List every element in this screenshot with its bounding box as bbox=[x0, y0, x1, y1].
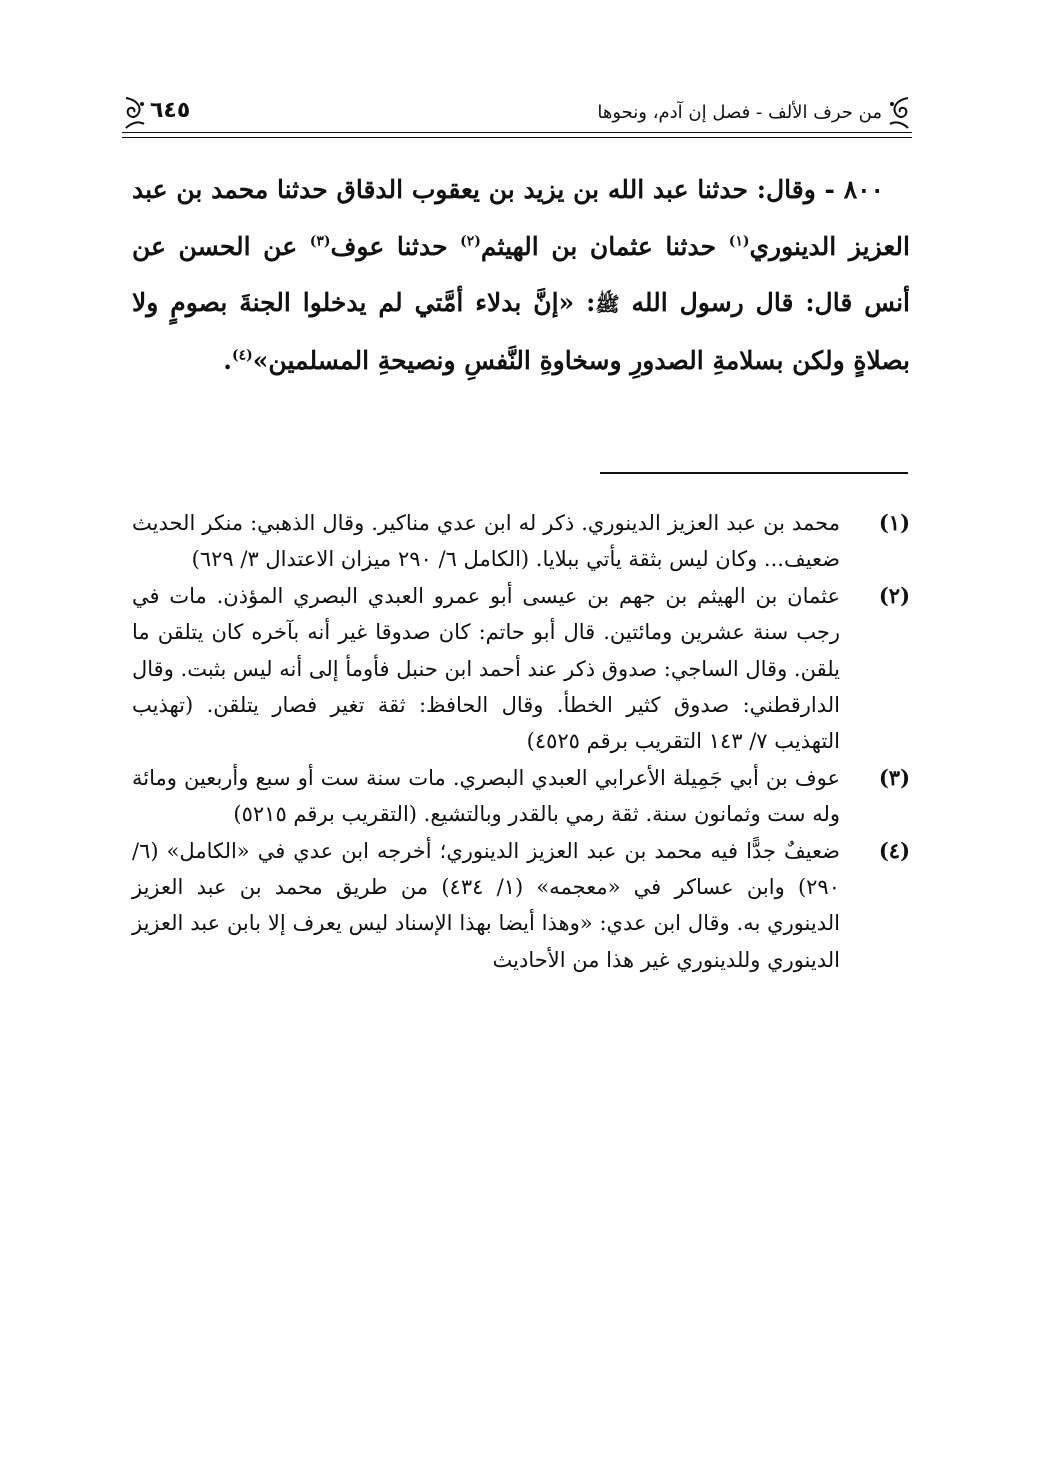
footnote-number: (٤) bbox=[878, 837, 910, 863]
page-number: ٦٤٥ bbox=[150, 98, 191, 123]
footnotes bbox=[132, 505, 910, 978]
isnad-part-2: حدثنا عثمان بن الهيثم bbox=[480, 231, 729, 261]
footnote-3 bbox=[132, 760, 910, 833]
footnote-1 bbox=[132, 505, 910, 578]
isnad-part-3: حدثنا عوف bbox=[330, 231, 461, 261]
hadith-paragraph bbox=[132, 162, 910, 389]
running-header bbox=[122, 88, 912, 146]
footnote-ref-3[interactable]: (٣) bbox=[309, 233, 331, 250]
isnad-part-1: ٨٠٠ - وقال: حدثنا عبد الله بن يزيد بن يعقوب الدقاق حدثنا محمد بن عبد العزيز الدينوري bbox=[132, 175, 910, 261]
header-title: من حرف الألف - فصل إن آدم، ونحوها bbox=[597, 102, 882, 123]
footnote-number: (٢) bbox=[878, 582, 910, 608]
footnote-ref-2[interactable]: (٢) bbox=[460, 233, 481, 250]
main-text bbox=[132, 162, 910, 389]
footnote-ref-1[interactable]: (١) bbox=[728, 233, 750, 250]
paragraph-end: . bbox=[223, 345, 233, 375]
footnote-number: (٣) bbox=[878, 764, 910, 790]
footnote-text: محمد بن عبد العزيز الدينوري. ذكر له ابن عدي مناكير. وقال الذهبي: منكر الحديث ضعيف... وكان ليس بثقة يأتي ببلايا. (الكامل ٦/ ٢٩٠ ميزان الاعتدال ٣/ ٦٢٩) bbox=[132, 511, 840, 572]
footnote-2 bbox=[132, 578, 910, 760]
header-rule bbox=[122, 132, 912, 138]
footnote-ref-4[interactable]: (٤) bbox=[232, 347, 253, 364]
footnote-divider bbox=[600, 472, 908, 474]
ornament-left-icon bbox=[122, 94, 148, 130]
footnote-text: عثمان بن الهيثم بن جهم بن عيسى أبو عمرو العبدي البصري المؤذن. مات في رجب سنة عشرين ومائتين. قال أبو حاتم: كان صدوقا غير أنه بآخره كان يتلقن ما يلقن. وقال الساجي: صدوق ذكر عند أحمد ابن حنبل فأومأ إلى أنه ليس بثبت. وقال الدارقطني: صدوق كثير الخطأ. وقال الحافظ: ثقة تغير فصار يتلقن. (تهذيب التهذيب ٧/ ١٤٣ التقريب برقم ٤٥٢٥) bbox=[132, 583, 840, 754]
isnad-part-4: عن الحسن عن أنس قال: قال رسول الله bbox=[132, 231, 910, 317]
hadith-matn: : «إنَّ بدلاء أمَّتي لم يدخلوا الجنةَ بصومٍ ولا بصلاةٍ ولكن بسلامةِ الصدورِ وسخاوةِ النَّفسِ ونصيحةِ المسلمين» bbox=[132, 288, 910, 375]
footnote-text: ضعيفٌ جدًّا فيه محمد بن عبد العزيز الدينوري؛ أخرجه ابن عدي في «الكامل» (٦/ ٢٩٠) وابن عساكر في «معجمه» (١/ ٤٣٤) من طريق محمد بن عبد العزيز الدينوري به. وقال ابن عدي: «وهذا أيضا بهذا الإسناد ليس يعرف إلا بابن عبد العزيز الدينوري وللدينوري غير هذا من الأحاديث bbox=[132, 838, 840, 972]
footnote-4 bbox=[132, 833, 910, 979]
ornament-right-icon bbox=[886, 94, 912, 130]
salawat-symbol: ﷺ bbox=[595, 292, 620, 316]
footnote-number: (١) bbox=[878, 510, 910, 535]
footnote-text: عوف بن أبي جَمِيلة الأعرابي العبدي البصري. مات سنة ست أو سبع وأربعين ومائة وله ست وثمانون سنة. ثقة رمي بالقدر وبالتشيع. (التقريب برقم ٥٢١٥) bbox=[132, 765, 840, 827]
